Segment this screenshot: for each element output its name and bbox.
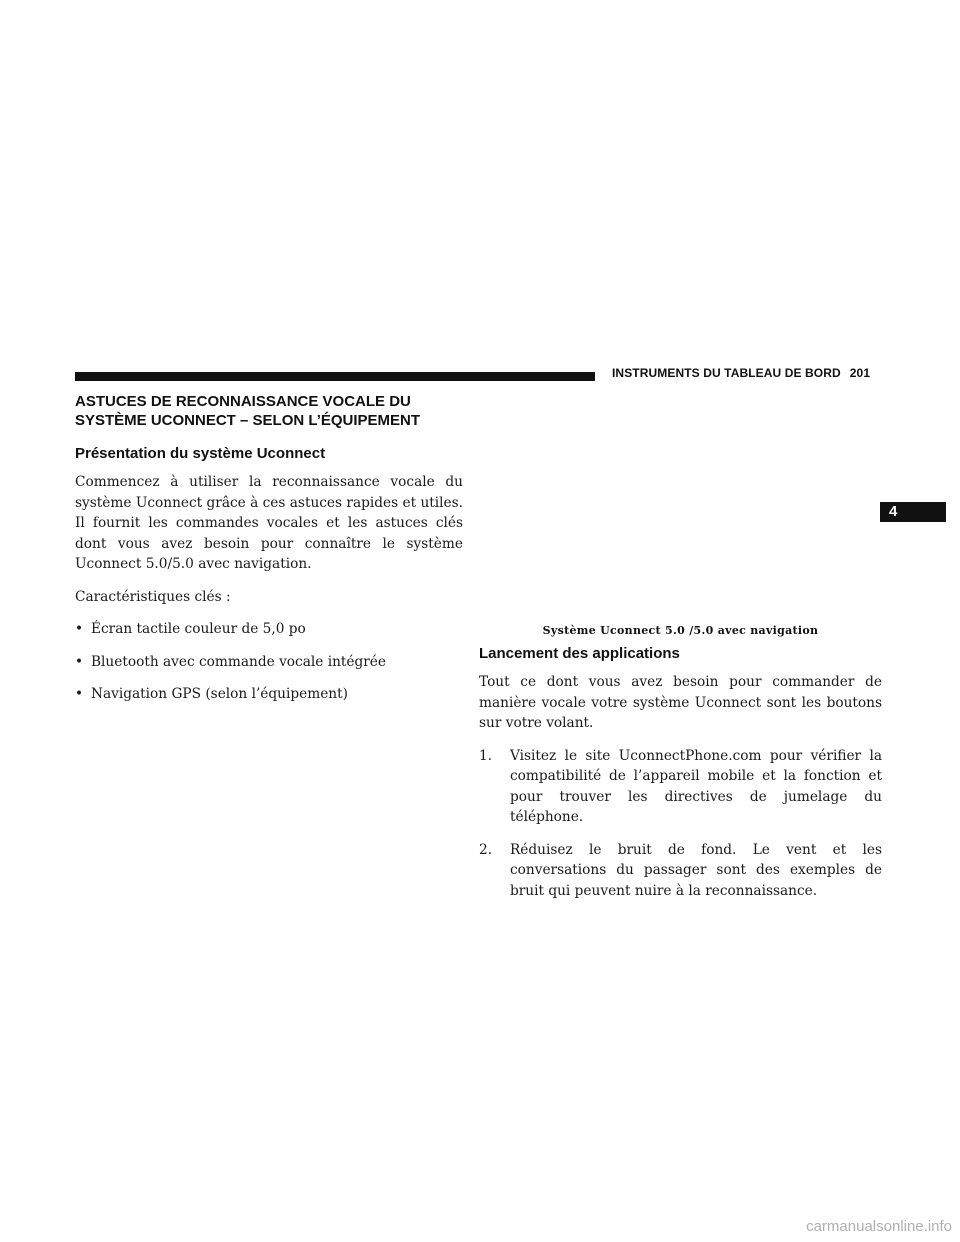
intro-paragraph: Commencez à utiliser la reconnaissance vocale du système Uconnect grâce à ces astuces rapides et utiles. Il fournit les commandes vocales et les astuces clés dont vous avez besoin pour connaître le système Uconnect 5.0/5.0 avec navigation.	[75, 474, 463, 572]
chapter-number: 4	[889, 503, 898, 520]
section-heading: ASTUCES DE RECONNAISSANCE VOCALE DU SYSTÈME UCONNECT – SELON L’ÉQUIPEMENT	[75, 393, 421, 429]
list-item: • Navigation GPS (selon l’équipement)	[75, 684, 463, 705]
bullet-icon: •	[75, 653, 84, 670]
running-header	[612, 366, 870, 380]
list-item: 2. Réduisez le bruit de fond. Le vent et les conversations du passager sont des exemples de bruit qui peuvent nuire à la reconnaissance.	[479, 841, 882, 899]
page-number: 201	[849, 366, 871, 380]
features-list	[75, 619, 463, 705]
left-column	[75, 392, 463, 717]
section-title: INSTRUMENTS DU TABLEAU DE BORD	[612, 366, 841, 380]
steps-list	[479, 746, 882, 902]
bullet-icon: •	[75, 621, 84, 637]
subheading-presentation: Présentation du système Uconnect	[75, 445, 326, 462]
right-column	[479, 644, 882, 913]
bullet-icon: •	[75, 686, 84, 702]
step-number: 1.	[479, 747, 493, 764]
list-item: • Écran tactile couleur de 5,0 po	[75, 619, 463, 640]
subheading-launch: Lancement des applications	[479, 645, 680, 662]
features-label: Caractéristiques clés :	[75, 588, 231, 605]
chapter-tab	[880, 502, 946, 522]
figure-caption: Système Uconnect 5.0 /5.0 avec navigation	[542, 624, 819, 637]
list-item: • Bluetooth avec commande vocale intégrée	[75, 652, 463, 673]
list-item: 1. Visitez le site UconnectPhone.com pour vérifier la compatibilité de l’appareil mobile et la fonction et pour trouver les directives de jumelage du téléphone.	[479, 747, 882, 825]
step-number: 2.	[479, 841, 493, 858]
watermark: carmanualsonline.info	[806, 1218, 952, 1235]
header-rule	[75, 372, 595, 381]
launch-paragraph: Tout ce dont vous avez besoin pour commander de manière vocale votre système Uconnect sont les boutons sur votre volant.	[479, 674, 882, 731]
